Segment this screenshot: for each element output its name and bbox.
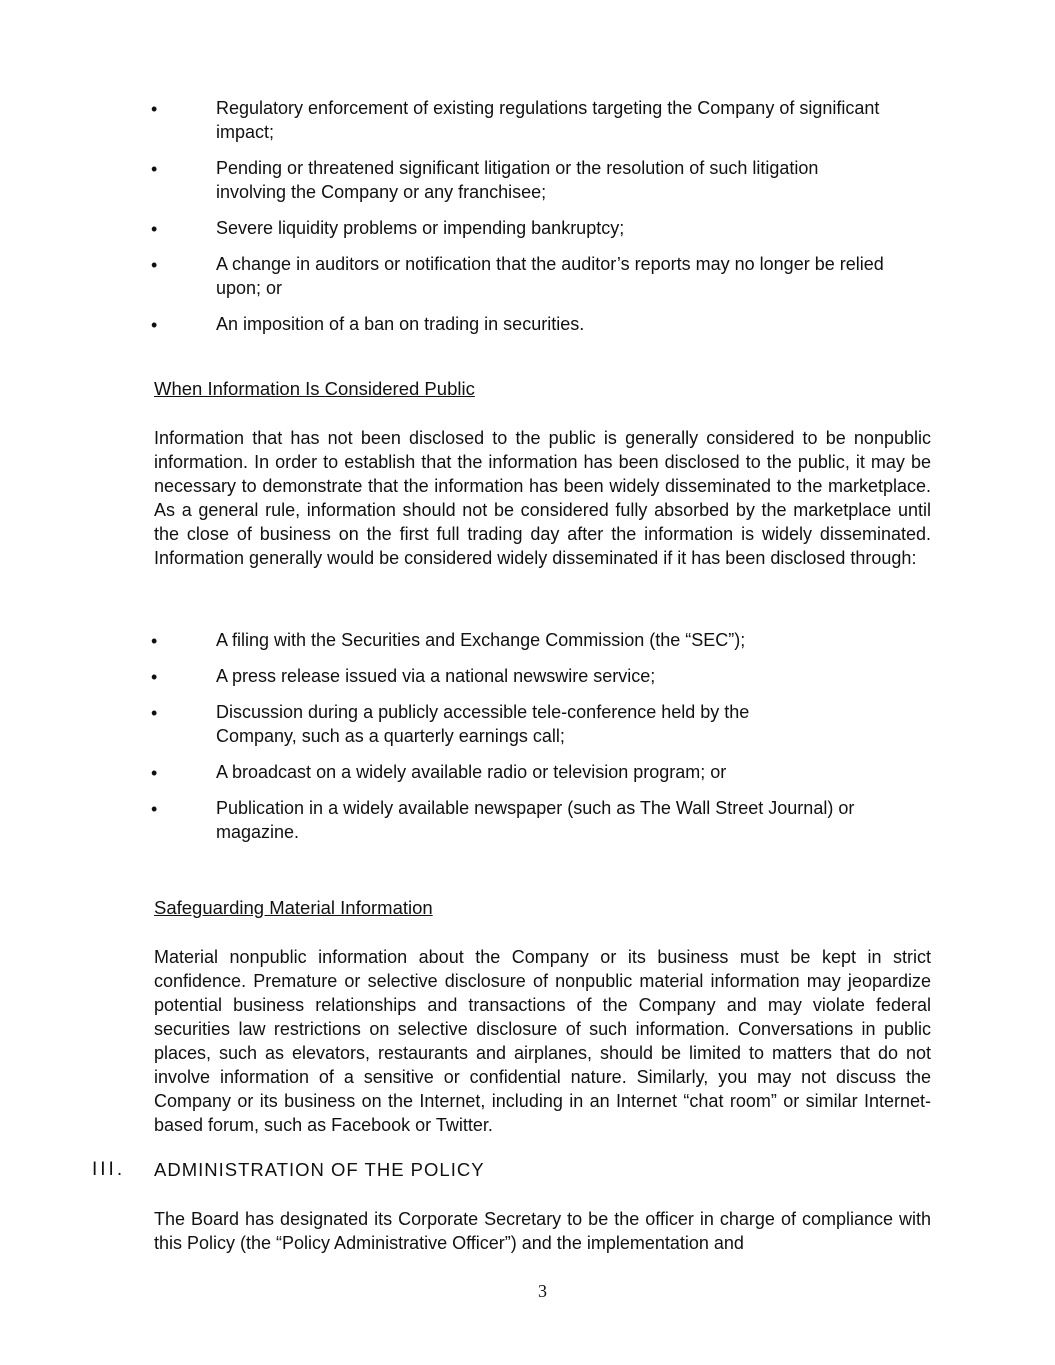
- section-number: III.: [92, 1159, 126, 1180]
- body-paragraph: The Board has designated its Corporate Secretary to be the officer in charge of compliance with this Policy (the “Policy Administrative Officer”) and the implementation and: [154, 1209, 931, 1253]
- body-paragraph: Material nonpublic information about the Company or its business must be kept in strict confidence. Premature or selective disclosure of nonpublic material information may jeopardize potential business relationships and transactions of the Company and may violate federal securities law restrictions on selective disclosure of such information. Conversations in public places, such as elevators, restaurants and airplanes, should be limited to matters that do not involve information of a sensitive or confidential nature. Similarly, you may not discuss the Company or its business on the Internet, including in an Internet “chat room” or similar Internet-based forum, such as Facebook or Twitter.: [154, 947, 931, 1135]
- bullet-icon: •: [151, 799, 158, 819]
- list-item: [0, 664, 1055, 688]
- section-heading: Safeguarding Material Information: [154, 897, 433, 918]
- list-item-text: Regulatory enforcement of existing regulations targeting the Company of significant impact;: [216, 98, 880, 142]
- list-item-text: A broadcast on a widely available radio or television program; or: [216, 762, 727, 782]
- material-events-list: [0, 96, 1055, 348]
- list-item: [0, 156, 1055, 204]
- bullet-icon: •: [151, 763, 158, 783]
- bullet-icon: •: [151, 667, 158, 687]
- list-item: [0, 796, 1055, 844]
- bullet-icon: •: [151, 99, 158, 119]
- bullet-icon: •: [151, 631, 158, 651]
- list-item: [0, 216, 1055, 240]
- bullet-icon: •: [151, 315, 158, 335]
- bullet-icon: •: [151, 159, 158, 179]
- list-item-text: A filing with the Securities and Exchange Commission (the “SEC”);: [216, 630, 746, 650]
- bullet-icon: •: [151, 255, 158, 275]
- body-paragraph: Information that has not been disclosed to the public is generally considered to be nonpublic information. In order to establish that the information has been disclosed to the public, it may be necessary to demonstrate that the information has been widely disseminated to the marketplace. As a general rule, information should not be considered fully absorbed by the marketplace until the close of business on the first full trading day after the information is widely disseminated. Information generally would be considered widely disseminated if it has been disclosed through:: [154, 428, 931, 568]
- page-number: 3: [538, 1281, 547, 1301]
- list-item-text: Discussion during a publicly accessible tele-conference held by the Company, such as a quarterly earnings call;: [216, 702, 750, 746]
- bullet-icon: •: [151, 703, 158, 723]
- section-title: ADMINISTRATION OF THE POLICY: [154, 1159, 485, 1180]
- list-item: [0, 700, 1055, 748]
- list-item: [0, 628, 1055, 652]
- list-item: [0, 760, 1055, 784]
- list-item: [0, 252, 1055, 300]
- list-item: [0, 312, 1055, 336]
- list-item-text: Publication in a widely available newspaper (such as The Wall Street Journal) or magazine.: [216, 798, 855, 842]
- list-item-text: Pending or threatened significant litigation or the resolution of such litigation involving the Company or any franchisee;: [216, 158, 819, 202]
- list-item: [0, 96, 1055, 144]
- bullet-icon: •: [151, 219, 158, 239]
- list-item-text: A change in auditors or notification that the auditor’s reports may no longer be relied upon; or: [216, 254, 884, 298]
- list-item-text: A press release issued via a national newswire service;: [216, 666, 656, 686]
- dissemination-methods-list: [0, 628, 1055, 856]
- list-item-text: Severe liquidity problems or impending bankruptcy;: [216, 218, 625, 238]
- list-item-text: An imposition of a ban on trading in securities.: [216, 314, 585, 334]
- section-heading: When Information Is Considered Public: [154, 378, 475, 399]
